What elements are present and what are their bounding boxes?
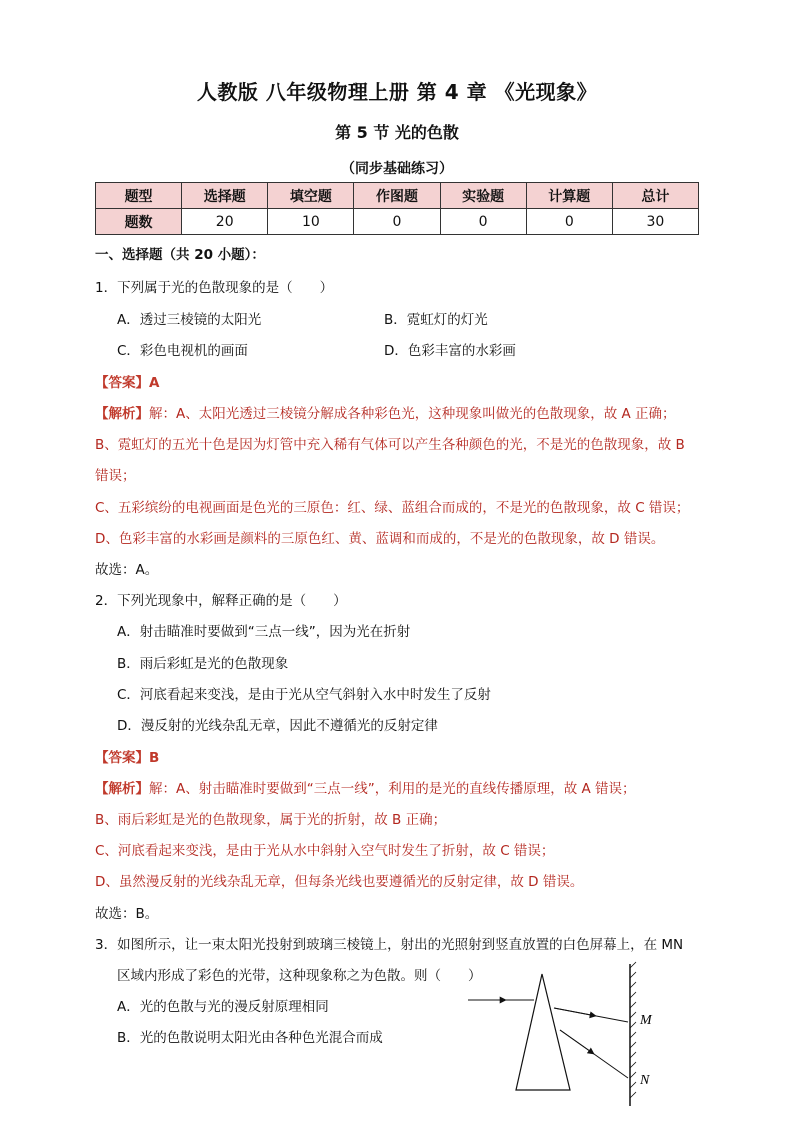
label-m: M bbox=[640, 1013, 652, 1028]
q2-option-a: A．射击瞄准时要做到“三点一线”，因为光在折射 bbox=[117, 624, 411, 640]
label-n: N bbox=[640, 1073, 650, 1088]
q2-choice: 故选：B。 bbox=[95, 906, 159, 922]
answer-tag: 【答案】 bbox=[95, 375, 149, 391]
page-title: 人教版 八年级物理上册 第 4 章 《光现象》 bbox=[196, 80, 598, 104]
q1-option-c: C．彩色电视机的画面 bbox=[117, 343, 248, 359]
section-heading: 一、选择题（共 20 小题）： bbox=[95, 247, 265, 263]
table-cell: 30 bbox=[612, 209, 698, 235]
practice-label: （同步基础练习） bbox=[341, 161, 453, 177]
table-header-cell: 总计 bbox=[612, 183, 698, 209]
q3-option-b: B．光的色散说明太阳光由各种色光混合而成 bbox=[117, 1030, 383, 1046]
table-header-cell: 作图题 bbox=[354, 183, 440, 209]
table-cell: 0 bbox=[354, 209, 440, 235]
table-header-cell: 实验题 bbox=[440, 183, 526, 209]
answer-value: A bbox=[149, 375, 160, 391]
q1-option-a: A．透过三棱镜的太阳光 bbox=[117, 312, 262, 328]
section-subtitle: 第 5 节 光的色散 bbox=[335, 123, 459, 142]
table-header-cell: 题型 bbox=[96, 183, 182, 209]
table-cell: 0 bbox=[526, 209, 612, 235]
q1-option-b: B．霓虹灯的灯光 bbox=[384, 312, 488, 328]
analysis-text: 解：A、太阳光透过三棱镜分解成各种彩色光，这种现象叫做光的色散现象，故 A 正确； bbox=[149, 406, 676, 422]
table-header-row bbox=[96, 183, 699, 209]
analysis-tag: 【解析】 bbox=[95, 781, 149, 797]
q3-option-a: A．光的色散与光的漫反射原理相同 bbox=[117, 999, 329, 1015]
table-cell: 20 bbox=[182, 209, 268, 235]
prism-shape bbox=[516, 974, 570, 1090]
ray-to-m-arrow bbox=[554, 1008, 596, 1016]
q2-stem: 2．下列光现象中，解释正确的是（ ） bbox=[95, 593, 347, 609]
q2-option-d: D．漫反射的光线杂乱无章，因此不遵循光的反射定律 bbox=[117, 718, 438, 734]
q1-analysis-3: C、五彩缤纷的电视画面是色光的三原色：红、绿、蓝组合而成的，不是光的色散现象，故 C 错误； bbox=[95, 500, 690, 516]
q1-analysis-2: B、霓虹灯的五光十色是因为灯管中充入稀有气体可以产生各种颜色的光，不是光的色散现象，故 B bbox=[95, 437, 685, 453]
screen-hatching bbox=[630, 962, 636, 1098]
q1-stem: 1．下列属于光的色散现象的是（ ） bbox=[95, 280, 334, 296]
analysis-tag: 【解析】 bbox=[95, 406, 149, 422]
q2-option-b: B．雨后彩虹是光的色散现象 bbox=[117, 656, 289, 672]
answer-tag: 【答案】 bbox=[95, 750, 149, 766]
table-cell: 0 bbox=[440, 209, 526, 235]
q2-analysis-1 bbox=[95, 777, 636, 797]
table-cell: 题数 bbox=[96, 209, 182, 235]
ray-to-n-arrow bbox=[560, 1030, 594, 1054]
table-header-cell: 填空题 bbox=[268, 183, 354, 209]
q1-analysis-4: D、色彩丰富的水彩画是颜料的三原色红、黄、蓝调和而成的，不是光的色散现象，故 D 错误。 bbox=[95, 531, 665, 547]
table-cell: 10 bbox=[268, 209, 354, 235]
q3-stem-2: 区域内形成了彩色的光带，这种现象称之为色散。则（ ） bbox=[117, 968, 482, 984]
q1-answer bbox=[95, 371, 159, 391]
q2-analysis-3: C、河底看起来变浅，是由于光从水中斜射入空气时发生了折射，故 C 错误； bbox=[95, 843, 555, 859]
table-header-cell: 选择题 bbox=[182, 183, 268, 209]
q2-answer bbox=[95, 746, 159, 766]
prism-dispersion-figure bbox=[460, 960, 690, 1110]
q2-option-c: C．河底看起来变浅，是由于光从空气斜射入水中时发生了反射 bbox=[117, 687, 491, 703]
q2-analysis-4: D、虽然漫反射的光线杂乱无章，但每条光线也要遵循光的反射定律，故 D 错误。 bbox=[95, 874, 584, 890]
q1-option-d: D．色彩丰富的水彩画 bbox=[384, 343, 516, 359]
question-stats-table bbox=[95, 182, 699, 235]
q1-analysis-1 bbox=[95, 402, 676, 422]
answer-value: B bbox=[149, 750, 160, 766]
q1-choice: 故选：A。 bbox=[95, 562, 159, 578]
table-header-cell: 计算题 bbox=[526, 183, 612, 209]
q1-analysis-2b: 错误； bbox=[95, 468, 136, 484]
q2-analysis-2: B、雨后彩虹是光的色散现象，属于光的折射，故 B 正确； bbox=[95, 812, 447, 828]
table-row bbox=[96, 209, 699, 235]
q3-stem-1: 3．如图所示，让一束太阳光投射到玻璃三棱镜上，射出的光照射到竖直放置的白色屏幕上，在 MN bbox=[95, 937, 684, 953]
analysis-text: 解：A、射击瞄准时要做到“三点一线”，利用的是光的直线传播原理，故 A 错误； bbox=[149, 781, 636, 797]
